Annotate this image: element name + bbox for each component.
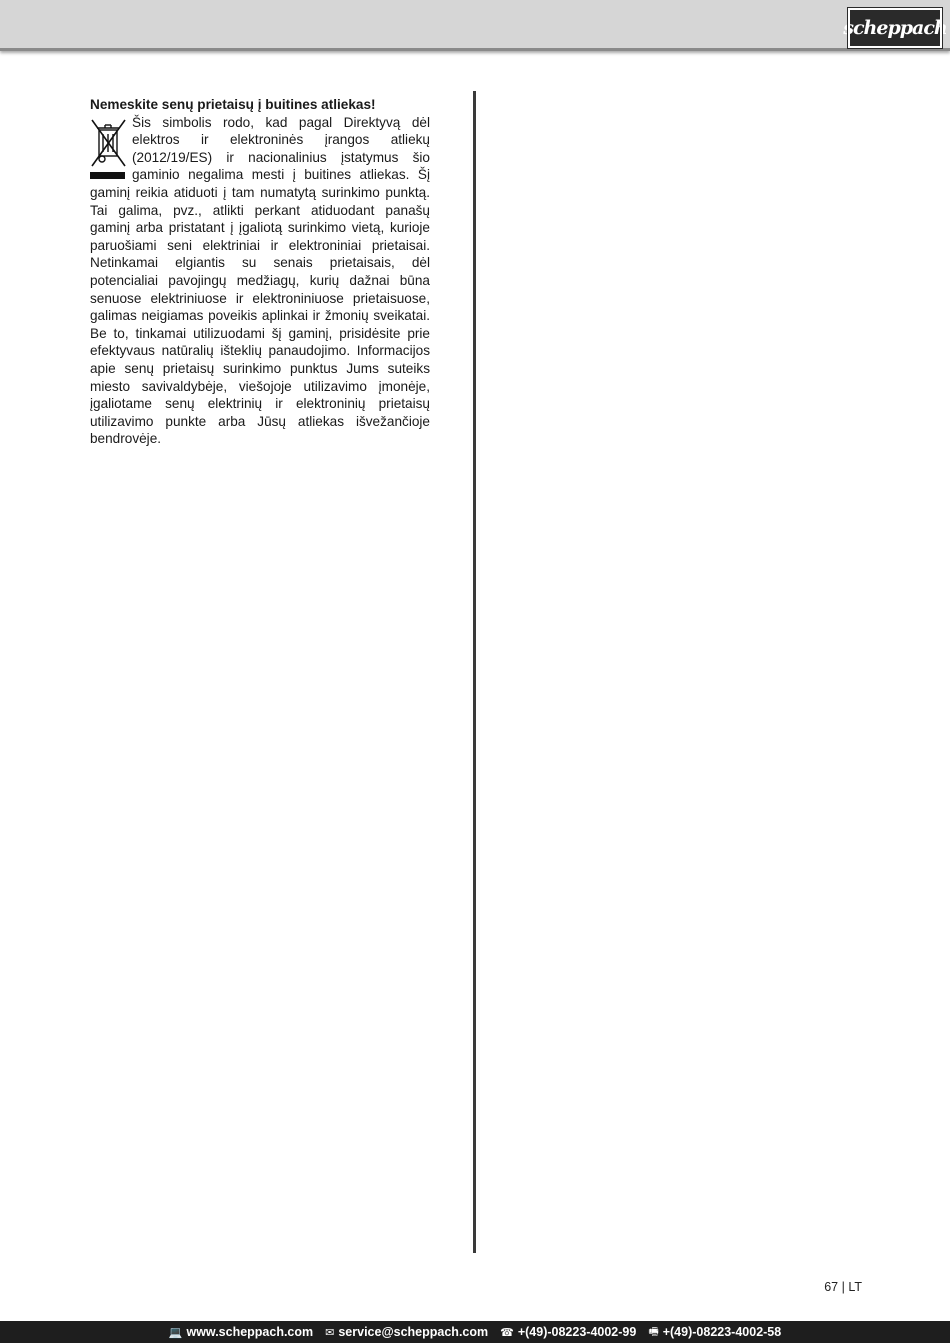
footer-fax — [648, 1323, 781, 1342]
footer-phone — [500, 1325, 636, 1339]
footer-bar — [0, 1321, 950, 1343]
phone-icon: ☎ — [500, 1326, 514, 1339]
section-heading: Nemeskite senų prietaisų į buitines atliekas! — [90, 97, 376, 112]
crossed-out-wheelie-bin-icon — [90, 116, 128, 180]
disposal-paragraph: Šis simbolis rodo, kad pagal Direktyvą dėl elektros ir elektroninės įrangos atliekų (2012/19/ES) ir nacionalinius įstatymus šio gaminio negalima mesti į buitines atliekas. Šį gaminį reikia atiduoti į tam numatytą surinkimo punktą. Tai galima, pvz., atlikti perkant atiduodant panašų gaminį arba pristatant į įgaliotą surinkimo vietą, kurioje paruošiami seni elektriniai ir elektroniniai prietaisai. Netinkamai elgiantis su senais prietaisais, dėl potencialiai pavojingų medžiagų, kurių dažnai būna senuose elektriniuose ir elektroniniuose prietaisuose, galimas neigiamas poveikis aplinkai ir žmonių sveikatai. Be to, tinkamai utilizuodami šį gaminį, prisidėsite prie efektyvaus natūralių išteklių panaudojimo. Informacijos apie senų prietaisų surinkimo punktus Jums suteiks miesto savivaldybėje, viešojoje utilizavimo įmonėje, įgaliotame senų elektrinių ir elektroninių prietaisų utilizavimo punkte arba Jūsų atliekas išvežančioje bendrovėje. — [90, 114, 430, 447]
computer-icon: 💻 — [168, 1326, 183, 1339]
envelope-icon: ✉ — [325, 1326, 335, 1339]
column-divider — [473, 91, 476, 1253]
scheppach-logo — [843, 8, 947, 48]
page-number: 67 | LT — [824, 1280, 862, 1294]
logo-text: scheppach — [843, 17, 947, 39]
header-bar — [0, 0, 950, 51]
fax-number: +(49)-08223-4002-58 — [662, 1325, 782, 1339]
fax-icon: 🖷 — [648, 1325, 659, 1338]
footer-email[interactable] — [325, 1325, 488, 1339]
website-link[interactable]: www.scheppach.com — [186, 1325, 314, 1339]
email-link[interactable]: service@scheppach.com — [338, 1325, 489, 1339]
phone-number: +(49)-08223-4002-99 — [517, 1325, 637, 1339]
footer-website[interactable] — [169, 1325, 313, 1339]
symbol-underline-bar — [90, 172, 125, 179]
disposal-section — [90, 96, 430, 448]
